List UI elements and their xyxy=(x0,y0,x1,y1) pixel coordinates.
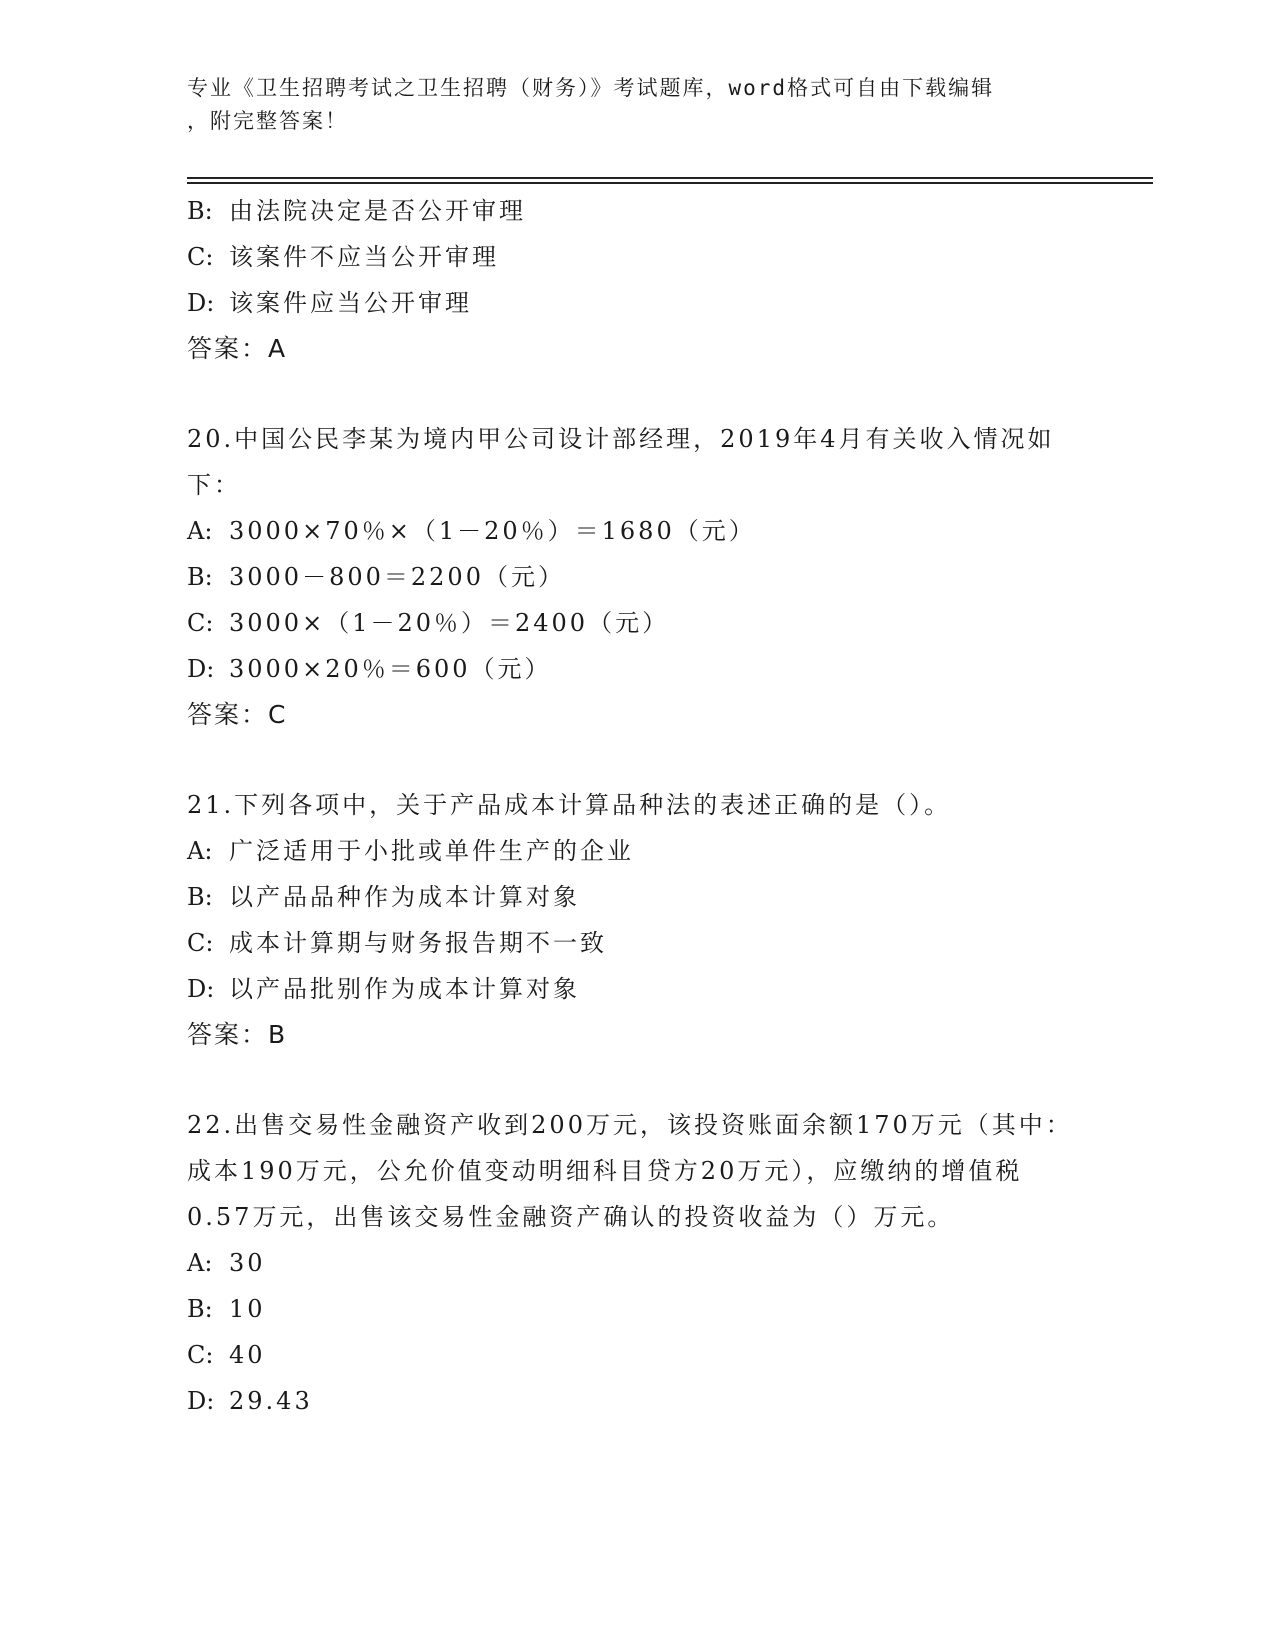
option-d: D: 该案件应当公开审理 xyxy=(187,289,472,317)
question-block-previous xyxy=(187,188,1087,372)
option-b: B: 10 xyxy=(187,1295,266,1323)
header-line-2: ，附完整答案！ xyxy=(187,109,348,133)
document-header xyxy=(187,72,1067,138)
question-text: 20.中国公民李某为境内甲公司设计部经理，2019年4月有关收入情况如下： xyxy=(187,425,1055,499)
header-line-1: 专业《卫生招聘考试之卫生招聘（财务）》考试题库，word格式可自由下载编辑 xyxy=(187,76,995,100)
question-block-22 xyxy=(187,1102,1087,1424)
option-a: A: 30 xyxy=(187,1249,266,1277)
option-c: C: 3000×（1－20％）＝2400（元） xyxy=(187,609,670,637)
answer-line: 答案：C xyxy=(187,700,288,729)
option-c: C: 40 xyxy=(187,1341,266,1369)
option-b: B: 3000－800＝2200（元） xyxy=(187,563,565,591)
header-divider-top xyxy=(187,177,1153,179)
question-text: 22.出售交易性金融资产收到200万元，该投资账面余额170万元（其中：成本190万元，公允价值变动明细科目贷方20万元），应缴纳的增值税0.57万元，出售该交易性金融资产确认的投资收益为（）万元。 xyxy=(187,1111,1073,1231)
option-c: C: 该案件不应当公开审理 xyxy=(187,243,499,271)
option-d: D: 以产品批别作为成本计算对象 xyxy=(187,975,580,1003)
answer-line: 答案：B xyxy=(187,1020,288,1049)
option-b: B: 由法院决定是否公开审理 xyxy=(187,197,526,225)
header-divider-bottom xyxy=(187,182,1153,184)
option-d: D: 3000×20％＝600（元） xyxy=(187,655,552,683)
option-c: C: 成本计算期与财务报告期不一致 xyxy=(187,929,607,957)
option-a: A: 广泛适用于小批或单件生产的企业 xyxy=(187,837,634,865)
question-block-21 xyxy=(187,782,1087,1058)
option-a: A: 3000×70％×（1－20％）＝1680（元） xyxy=(187,517,756,545)
option-d: D: 29.43 xyxy=(187,1387,313,1415)
option-b: B: 以产品品种作为成本计算对象 xyxy=(187,883,580,911)
question-block-20 xyxy=(187,416,1087,738)
question-list xyxy=(187,188,1087,1424)
question-text: 21.下列各项中，关于产品成本计算品种法的表述正确的是（）。 xyxy=(187,791,952,819)
answer-line: 答案：A xyxy=(187,334,288,363)
